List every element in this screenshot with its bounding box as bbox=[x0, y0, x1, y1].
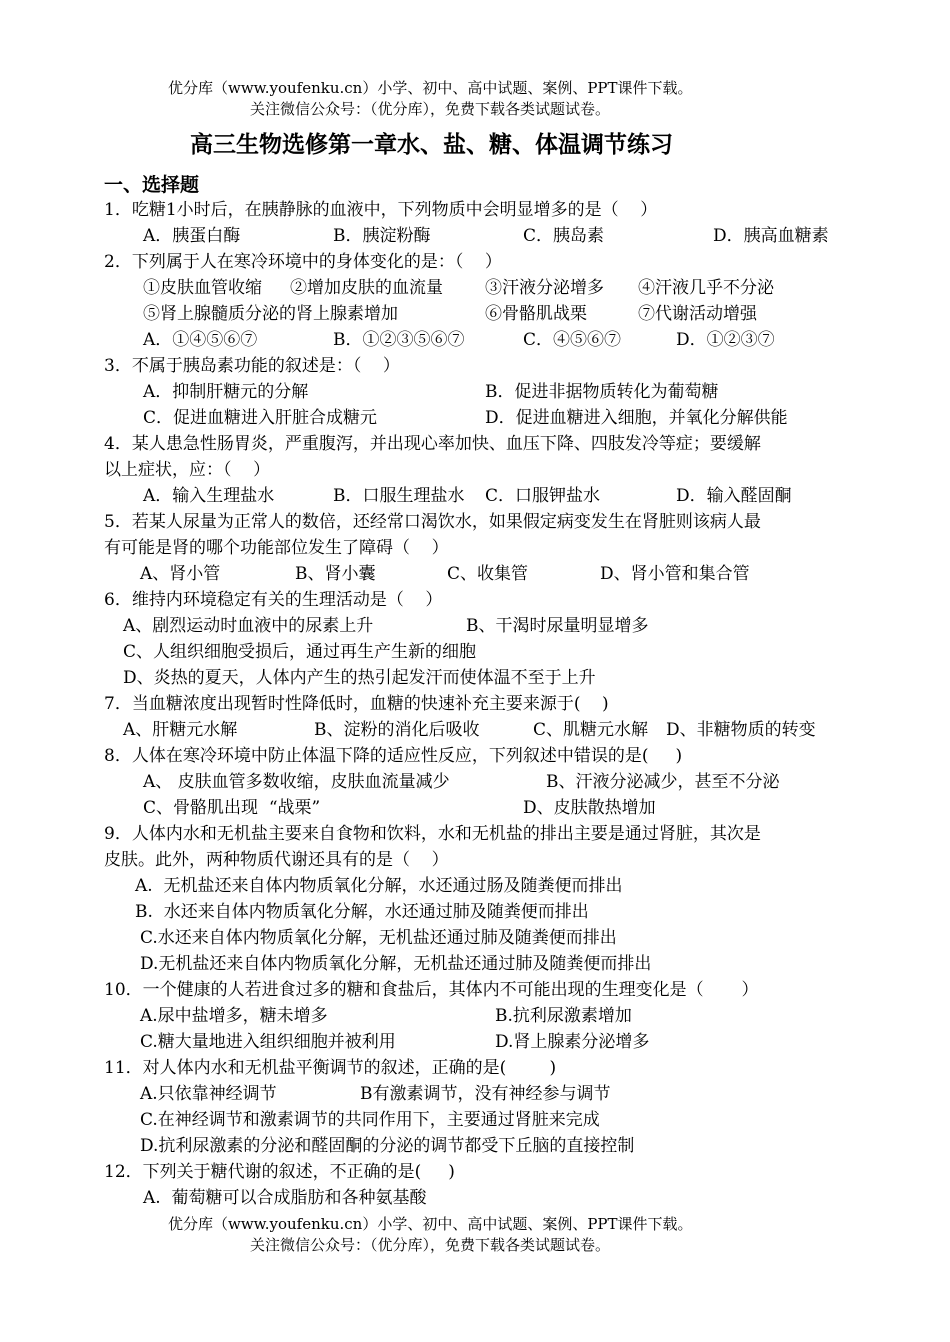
question-7-option-b: B、淀粉的消化后吸收 bbox=[314, 720, 480, 740]
question-2-option-a: A．①④⑤⑥⑦ bbox=[143, 330, 258, 350]
question-4-option-d: D．输入醛固酮 bbox=[676, 486, 792, 506]
question-1-option-d: D．胰高血糖素 bbox=[713, 226, 829, 246]
question-9-option-c: C.水还来自体内物质氧化分解，无机盐还通过肺及随粪便而排出 bbox=[140, 928, 617, 948]
question-3-option-d: D．促进血糖进入细胞，并氧化分解供能 bbox=[485, 408, 788, 428]
question-9-stem-2: 皮肤。此外，两种物质代谢还具有的是（ ） bbox=[104, 850, 449, 870]
question-2-item-3: ③汗液分泌增多 bbox=[485, 278, 604, 298]
question-6-stem: 6．维持内环境稳定有关的生理活动是（ ） bbox=[104, 590, 443, 610]
question-2-item-6: ⑥骨骼肌战栗 bbox=[485, 304, 587, 324]
question-10-option-d: D.肾上腺素分泌增多 bbox=[495, 1032, 650, 1052]
footer-line-2: 关注微信公众号：（优分库），免费下载各类试题试卷。 bbox=[250, 1236, 611, 1254]
question-11-option-b: B有激素调节，没有神经参与调节 bbox=[360, 1084, 611, 1104]
question-8-option-d: D、皮肤散热增加 bbox=[523, 798, 656, 818]
page-title: 高三生物选修第一章水、盐、糖、体温调节练习 bbox=[190, 131, 673, 158]
question-8-option-c: C、骨骼肌出现 “战栗” bbox=[143, 798, 321, 818]
question-9-option-b: B. 水还来自体内物质氧化分解，水还通过肺及随粪便而排出 bbox=[135, 902, 589, 922]
question-6-option-d: D、炎热的夏天，人体内产生的热引起发汗而使体温不至于上升 bbox=[123, 668, 596, 688]
question-7-stem: 7．当血糖浓度出现暂时性降低时，血糖的快速补充主要来源于( ) bbox=[104, 694, 609, 714]
section-heading: 一、选择题 bbox=[104, 174, 200, 196]
question-6-option-c: C、人组织细胞受损后，通过再生产生新的细胞 bbox=[123, 642, 477, 662]
question-6-option-a: A、剧烈运动时血液中的尿素上升 bbox=[123, 616, 374, 636]
question-5-option-d: D、肾小管和集合管 bbox=[600, 564, 750, 584]
question-11-stem: 11．对人体内水和无机盐平衡调节的叙述，正确的是( ) bbox=[104, 1058, 557, 1078]
question-5-stem-2: 有可能是肾的哪个功能部位发生了障碍（ ） bbox=[104, 538, 449, 558]
question-2-option-d: D．①②③⑦ bbox=[676, 330, 775, 350]
footer-line-1: 优分库（www.youfenku.cn）小学、初中、高中试题、案例、PPT课件下载。 bbox=[168, 1215, 693, 1233]
question-8-option-b: B、汗液分泌减少，甚至不分泌 bbox=[546, 772, 780, 792]
question-10-stem: 10．一个健康的人若进食过多的糖和食盐后，其体内不可能出现的生理变化是（ ） bbox=[104, 980, 759, 1000]
question-2-item-7: ⑦代谢活动增强 bbox=[638, 304, 757, 324]
question-3-stem: 3．不属于胰岛素功能的叙述是：（ ） bbox=[104, 356, 400, 376]
question-11-option-d: D.抗利尿激素的分泌和醛固酮的分泌的调节都受下丘脑的直接控制 bbox=[140, 1136, 635, 1156]
question-1-stem: 1．吃糖1小时后，在胰静脉的血液中，下列物质中会明显增多的是（ ） bbox=[104, 200, 658, 220]
question-3-option-a: A．抑制肝糖元的分解 bbox=[143, 382, 309, 402]
question-1-option-a: A．胰蛋白酶 bbox=[143, 226, 241, 246]
question-8-option-a: A、 皮肤血管多数收缩，皮肤血流量减少 bbox=[143, 772, 450, 792]
question-1-option-c: C．胰岛素 bbox=[523, 226, 605, 246]
question-7-option-d: D、非糖物质的转变 bbox=[666, 720, 816, 740]
question-11-option-a: A.只依靠神经调节 bbox=[140, 1084, 277, 1104]
question-9-option-d: D.无机盐还来自体内物质氧化分解，无机盐还通过肺及随粪便而排出 bbox=[140, 954, 652, 974]
question-5-option-b: B、肾小囊 bbox=[295, 564, 376, 584]
question-10-option-c: C.糖大量地进入组织细胞并被利用 bbox=[140, 1032, 396, 1052]
question-2-stem: 2．下列属于人在寒冷环境中的身体变化的是：（ ） bbox=[104, 252, 502, 272]
question-11-option-c: C.在神经调节和激素调节的共同作用下，主要通过肾脏来完成 bbox=[140, 1110, 600, 1130]
question-4-option-b: B．口服生理盐水 bbox=[333, 486, 465, 506]
question-5-option-a: A、肾小管 bbox=[140, 564, 221, 584]
question-4-option-a: A．输入生理盐水 bbox=[143, 486, 275, 506]
question-10-option-b: B.抗利尿激素增加 bbox=[495, 1006, 632, 1026]
question-2-item-5: ⑤肾上腺髓质分泌的肾上腺素增加 bbox=[143, 304, 398, 324]
question-4-stem-1: 4．某人患急性肠胃炎，严重腹泻，并出现心率加快、血压下降、四肢发冷等症；要缓解 bbox=[104, 434, 761, 454]
question-12-option-a: A. 葡萄糖可以合成脂肪和各种氨基酸 bbox=[143, 1188, 427, 1208]
question-9-stem-1: 9．人体内水和无机盐主要来自食物和饮料，水和无机盐的排出主要是通过肾脏，其次是 bbox=[104, 824, 761, 844]
question-4-stem-2: 以上症状，应：（ ） bbox=[104, 460, 271, 480]
question-7-option-c: C、肌糖元水解 bbox=[533, 720, 649, 740]
question-2-item-4: ④汗液几乎不分泌 bbox=[638, 278, 774, 298]
question-10-option-a: A.尿中盐增多，糖未增多 bbox=[140, 1006, 328, 1026]
question-9-option-a: A. 无机盐还来自体内物质氧化分解，水还通过肠及随粪便而排出 bbox=[135, 876, 623, 896]
question-2-item-2: ②增加皮肤的血流量 bbox=[290, 278, 443, 298]
question-1-option-b: B．胰淀粉酶 bbox=[333, 226, 431, 246]
question-12-stem: 12．下列关于糖代谢的叙述，不正确的是( ) bbox=[104, 1162, 455, 1182]
question-7-option-a: A、肝糖元水解 bbox=[123, 720, 238, 740]
question-2-item-1: ①皮肤血管收缩 bbox=[143, 278, 262, 298]
header-line-2: 关注微信公众号：（优分库），免费下载各类试题试卷。 bbox=[250, 100, 611, 118]
question-5-stem-1: 5．若某人尿量为正常人的数倍，还经常口渴饮水，如果假定病变发生在肾脏则该病人最 bbox=[104, 512, 761, 532]
question-8-stem: 8．人体在寒冷环境中防止体温下降的适应性反应，下列叙述中错误的是( ) bbox=[104, 746, 683, 766]
header-line-1: 优分库（www.youfenku.cn）小学、初中、高中试题、案例、PPT课件下载。 bbox=[168, 79, 693, 97]
question-2-option-c: C．④⑤⑥⑦ bbox=[523, 330, 622, 350]
question-6-option-b: B、干渴时尿量明显增多 bbox=[466, 616, 649, 636]
question-3-option-c: C．促进血糖进入肝脏合成糖元 bbox=[143, 408, 378, 428]
question-2-option-b: B．①②③⑤⑥⑦ bbox=[333, 330, 465, 350]
question-3-option-b: B．促进非据物质转化为葡萄糖 bbox=[485, 382, 719, 402]
question-5-option-c: C、收集管 bbox=[447, 564, 529, 584]
question-4-option-c: C．口服钾盐水 bbox=[485, 486, 601, 506]
